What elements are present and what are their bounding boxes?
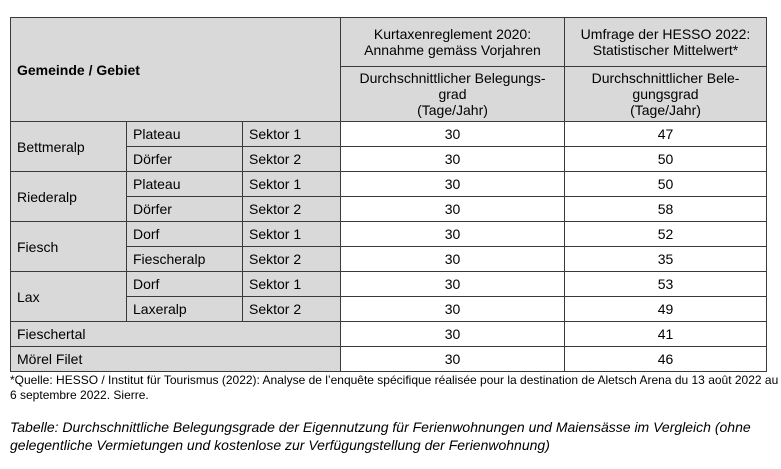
value-2020-cell: 30 (341, 147, 565, 172)
area-cell: Laxeralp (127, 297, 243, 322)
occupancy-table (10, 17, 767, 372)
value-2020-cell: 30 (341, 172, 565, 197)
value-2022-cell: 50 (565, 172, 767, 197)
sector-cell: Sektor 1 (243, 172, 341, 197)
value-2020-cell: 30 (341, 247, 565, 272)
value-2020-cell: 30 (341, 272, 565, 297)
value-2022-cell: 46 (565, 347, 767, 372)
municipality-cell: Riederalp (11, 172, 127, 222)
sector-cell: Sektor 1 (243, 122, 341, 147)
value-2022-cell: 47 (565, 122, 767, 147)
municipality-cell: Fieschertal (11, 322, 341, 347)
col-2022-title: Umfrage der HESSO 2022: Statistischer Mittelwert* (565, 18, 767, 67)
value-2022-cell: 58 (565, 197, 767, 222)
value-2020-cell: 30 (341, 122, 565, 147)
value-2022-cell: 53 (565, 272, 767, 297)
value-2020-cell: 30 (341, 222, 565, 247)
table-caption: Tabelle: Durchschnittliche Belegungsgrade der Eigennutzung für Ferienwohnungen und Maiensässe im Vergleich (ohne gelegentliche Vermietungen und kostenlose zur Verfügungstellung der Ferienwohnung) (10, 419, 751, 453)
sector-cell: Sektor 1 (243, 222, 341, 247)
col-2020-subtitle: Durchschnittlicher Belegungs- grad (Tage/Jahr) (341, 67, 565, 122)
area-cell: Dörfer (127, 197, 243, 222)
group-header: Gemeinde / Gebiet (11, 18, 341, 122)
sector-cell: Sektor 2 (243, 247, 341, 272)
municipality-cell: Bettmeralp (11, 122, 127, 172)
sector-cell: Sektor 2 (243, 297, 341, 322)
sector-cell: Sektor 2 (243, 197, 341, 222)
municipality-cell: Mörel Filet (11, 347, 341, 372)
municipality-cell: Fiesch (11, 222, 127, 272)
value-2020-cell: 30 (341, 347, 565, 372)
area-cell: Plateau (127, 172, 243, 197)
value-2022-cell: 41 (565, 322, 767, 347)
municipality-cell: Lax (11, 272, 127, 322)
value-2020-cell: 30 (341, 197, 565, 222)
value-2022-cell: 52 (565, 222, 767, 247)
col-2022-subtitle: Durchschnittlicher Bele- gungsgrad (Tage/Jahr) (565, 67, 767, 122)
area-cell: Plateau (127, 122, 243, 147)
area-cell: Dörfer (127, 147, 243, 172)
area-cell: Fiescheralp (127, 247, 243, 272)
value-2020-cell: 30 (341, 297, 565, 322)
value-2022-cell: 35 (565, 247, 767, 272)
value-2022-cell: 49 (565, 297, 767, 322)
source-footnote: *Quelle: HESSO / Institut für Tourismus (2022): Analyse de l’enquête spécifique réalisée pour la destination de Aletsch Arena du 13 août 2022 au 6 septembre 2022. Sierre. (10, 373, 779, 402)
area-cell: Dorf (127, 222, 243, 247)
value-2022-cell: 50 (565, 147, 767, 172)
sector-cell: Sektor 2 (243, 147, 341, 172)
sector-cell: Sektor 1 (243, 272, 341, 297)
value-2020-cell: 30 (341, 322, 565, 347)
area-cell: Dorf (127, 272, 243, 297)
col-2020-title: Kurtaxenreglement 2020: Annahme gemäss Vorjahren (341, 18, 565, 67)
